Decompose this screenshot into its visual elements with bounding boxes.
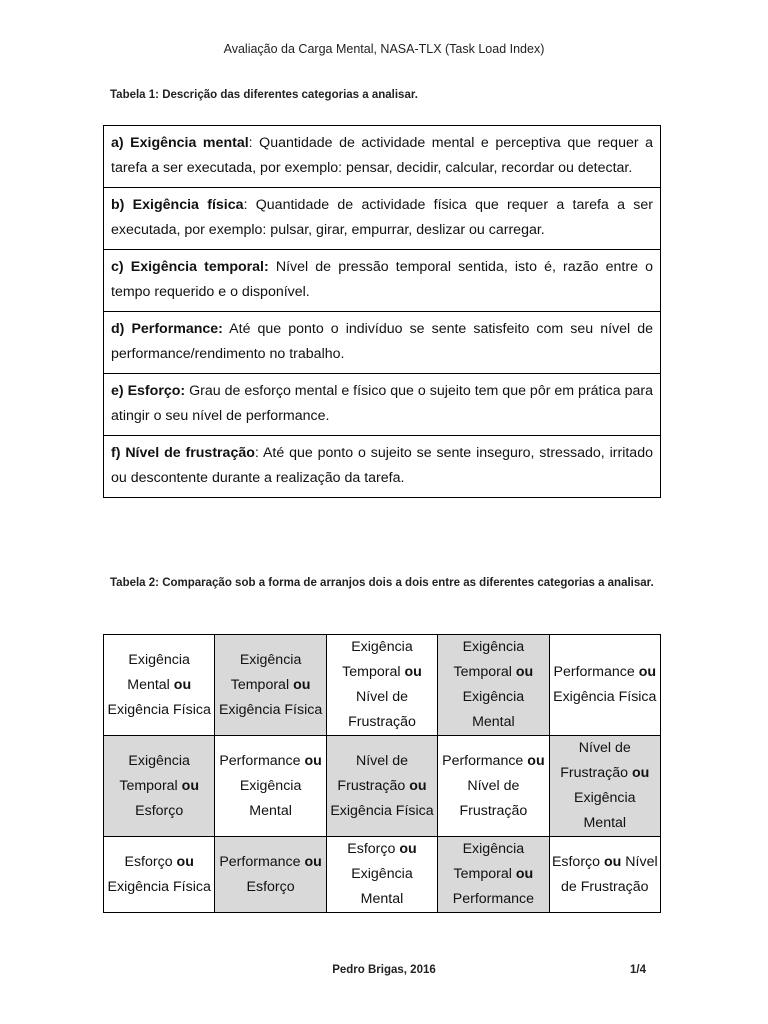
pair-connector: ou	[181, 777, 200, 794]
pair-connector: ou	[515, 866, 534, 882]
pair-cell	[326, 736, 437, 837]
pair-connector: ou	[399, 841, 417, 857]
category-cell	[104, 250, 661, 312]
table-row	[104, 312, 661, 374]
table1-caption	[110, 86, 662, 104]
pair-b: Exigência Física	[330, 802, 434, 819]
pair-b: Nível de Frustração	[348, 689, 416, 730]
table-row	[104, 436, 661, 498]
pair-a: Exigência Mental	[127, 651, 190, 693]
pairwise-comparison-table	[103, 634, 661, 913]
pair-connector: ou	[604, 853, 622, 870]
pair-cell	[549, 635, 660, 736]
pair-cell	[215, 635, 326, 736]
pair-a: Esforço	[347, 841, 396, 857]
table-row	[104, 837, 661, 913]
table1-caption-text: Descrição das diferentes categorias a analisar.	[159, 89, 418, 101]
pair-connector: ou	[173, 676, 192, 693]
pair-cell	[104, 736, 215, 837]
table-row	[104, 635, 661, 736]
pair-connector: ou	[304, 853, 322, 870]
pair-cell	[104, 837, 215, 913]
pair-connector: ou	[631, 765, 650, 781]
pair-cell	[104, 635, 215, 736]
pair-b: Esforço	[246, 878, 295, 895]
pair-a: Esforço	[551, 853, 601, 870]
pair-b: Exigência Mental	[351, 866, 413, 907]
pair-b: Exigência Física	[553, 689, 657, 705]
pair-connector: ou	[409, 777, 427, 794]
pair-cell	[438, 837, 549, 913]
category-term: b) Exigência física	[111, 197, 244, 213]
pair-a: Exigência Temporal	[230, 651, 302, 693]
category-desc: Nível de pressão temporal sentida, isto é, razão entre o tempo requerido e o disponível.	[111, 259, 653, 300]
pair-connector: ou	[293, 676, 311, 693]
table-row	[104, 736, 661, 837]
pair-a: Performance	[219, 752, 301, 769]
pair-a: Nível de Frustração	[337, 752, 408, 794]
pair-b: Exigência Mental	[574, 790, 636, 831]
document-header: Avaliação da Carga Mental, NASA-TLX (Task Load Index)	[223, 42, 545, 56]
pair-connector: ou	[638, 664, 657, 680]
category-cell	[104, 436, 661, 498]
categories-description-table	[103, 125, 661, 498]
pair-b: Nível de Frustração	[561, 853, 658, 895]
category-cell	[104, 126, 661, 188]
pair-a: Performance	[553, 664, 635, 680]
pair-cell	[326, 837, 437, 913]
footer-author: Pedro Brigas, 2016	[332, 964, 436, 976]
table-row	[104, 188, 661, 250]
pair-cell	[215, 837, 326, 913]
pair-b: Exigência Física	[218, 701, 323, 718]
category-term: e) Esforço:	[111, 383, 186, 399]
pair-connector: ou	[404, 664, 422, 680]
pair-b: Exigência Mental	[239, 777, 302, 819]
pair-connector: ou	[304, 752, 322, 769]
pair-connector: ou	[515, 664, 534, 680]
pair-connector: ou	[527, 752, 545, 769]
pair-b: Exigência Mental	[462, 689, 525, 730]
pair-b: Performance	[452, 891, 534, 907]
category-cell	[104, 312, 661, 374]
pair-b: Exigência Física	[107, 701, 211, 718]
category-cell	[104, 374, 661, 436]
category-sep: :	[248, 135, 253, 151]
table-row	[104, 250, 661, 312]
category-desc: Grau de esforço mental e físico que o sujeito tem que pôr em prática para atingir o seu nível de performance.	[111, 383, 653, 424]
pair-a: Exigência Temporal	[453, 841, 525, 882]
table-row	[104, 374, 661, 436]
category-term: d) Performance:	[111, 321, 223, 337]
pair-a: Performance	[442, 752, 524, 769]
pair-b: Exigência Física	[107, 878, 211, 895]
pair-a: Exigência Temporal	[453, 639, 525, 680]
category-term: f) Nível de frustração	[111, 445, 255, 461]
pair-cell	[438, 635, 549, 736]
pair-connector: ou	[176, 853, 194, 870]
category-desc: Quantidade de actividade física que requer a tarefa a ser executada, por exemplo: pulsar, girar, empurrar, deslizar ou carregar.	[111, 197, 653, 238]
category-desc: Quantidade de actividade mental e perceptiva que requer a tarefa a ser executada, por exemplo: pensar, decidir, calcular, recordar ou detectar.	[111, 135, 654, 176]
category-desc: Até que ponto o indivíduo se sente satisfeito com seu nível de performance/rendimento no trabalho.	[111, 321, 653, 362]
category-sep: :	[254, 445, 259, 461]
pair-a: Nível de Frustração	[560, 740, 631, 781]
pair-cell	[549, 837, 660, 913]
category-term: c) Exigência temporal:	[111, 259, 269, 275]
category-term: a) Exigência mental	[111, 135, 249, 151]
pair-a: Performance	[219, 853, 301, 870]
category-cell	[104, 188, 661, 250]
pair-a: Esforço	[124, 853, 173, 870]
pair-cell	[215, 736, 326, 837]
table2-caption: Tabela 2: Comparação sob a forma de arranjos dois a dois entre as diferentes categorias a analisar.	[110, 577, 654, 589]
page-number: 1/4	[630, 964, 646, 976]
category-sep: :	[243, 197, 248, 213]
pair-cell	[438, 736, 549, 837]
pair-a: Exigência Temporal	[342, 639, 413, 680]
pair-b: Esforço	[135, 802, 184, 819]
category-desc: Até que ponto o sujeito se sente inseguro, stressado, irritado ou descontente durante a realização da tarefa.	[111, 445, 653, 486]
table-row	[104, 126, 661, 188]
pair-cell	[326, 635, 437, 736]
pair-cell	[549, 736, 660, 837]
pair-b: Nível de Frustração	[459, 777, 528, 819]
pair-a: Exigência Temporal	[119, 752, 190, 794]
table1-caption-label: Tabela 1:	[110, 89, 159, 101]
